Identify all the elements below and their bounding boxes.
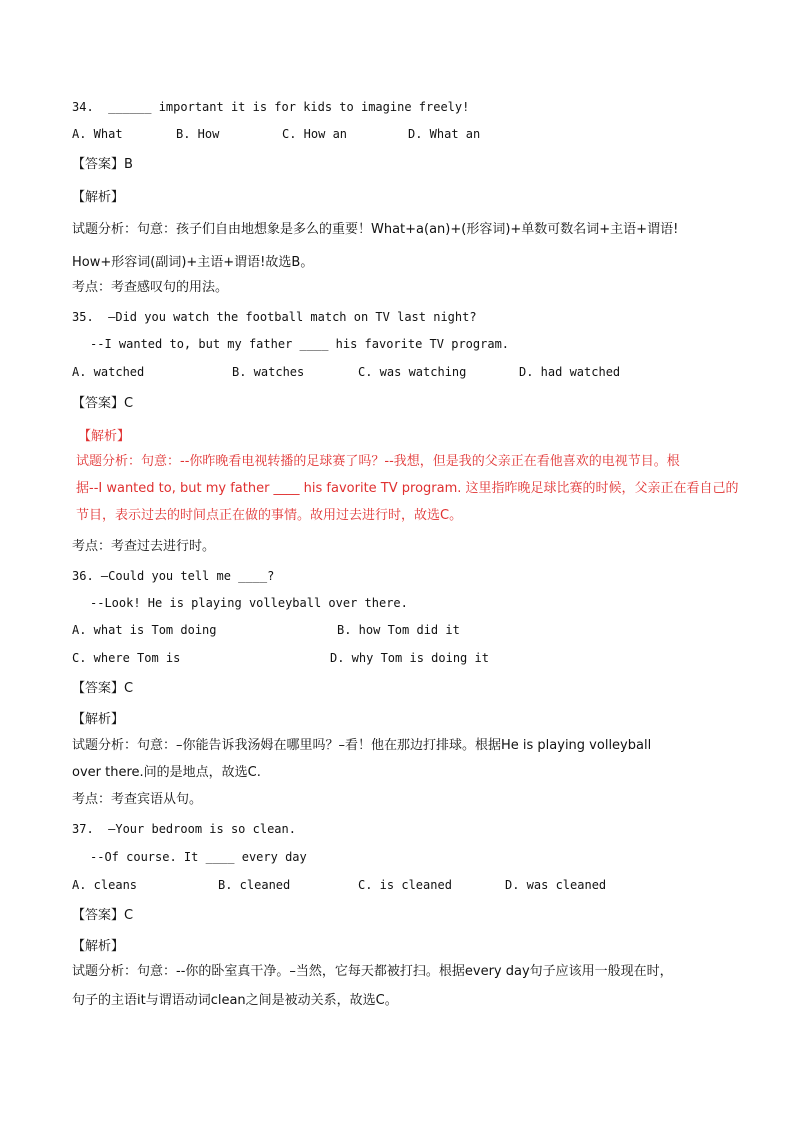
q36-answer: 【答案】C bbox=[72, 681, 134, 696]
q34-option-b: B. How bbox=[176, 127, 220, 141]
q37-analysis-line-1: 试题分析：句意：--你的卧室真干净。–当然，它每天都被打扫。根据every day句子应该用一般现在时， bbox=[72, 964, 673, 979]
q37-answer: 【答案】C bbox=[72, 908, 134, 923]
q34-point: 考点：考查感叹句的用法。 bbox=[72, 280, 229, 295]
q34-option-d: D. What an bbox=[408, 127, 481, 141]
q35-analysis-line-2: 据--I wanted to, but my father ____ his favorite TV program. 这里指昨晚足球比赛的时候，父亲正在看自己的 bbox=[76, 481, 739, 496]
q36-option-a: A. what is Tom doing bbox=[72, 623, 217, 637]
q36-analysis-line-1: 试题分析：句意：–你能告诉我汤姆在哪里吗？–看！他在那边打排球。根据He is playing volleyball bbox=[72, 738, 652, 753]
q37-option-a: A. cleans bbox=[72, 878, 138, 892]
q34-analysis-heading: 【解析】 bbox=[72, 190, 125, 205]
question-37: 37. –Your bedroom is so clean. bbox=[72, 822, 296, 836]
q35-answer: 【答案】C bbox=[72, 396, 134, 411]
q37-option-b: B. cleaned bbox=[218, 878, 291, 892]
q35-option-c: C. was watching bbox=[358, 365, 467, 379]
q36-reply: --Look! He is playing volleyball over there. bbox=[90, 596, 408, 610]
q36-point: 考点：考查宾语从句。 bbox=[72, 792, 203, 807]
q35-reply: --I wanted to, but my father ____ his favorite TV program. bbox=[90, 337, 510, 351]
q37-reply: --Of course. It ____ every day bbox=[90, 850, 307, 864]
q36-option-b: B. how Tom did it bbox=[337, 623, 460, 637]
q34-option-a: A. What bbox=[72, 127, 123, 141]
q36-analysis-line-2: over there.问的是地点，故选C. bbox=[72, 765, 261, 780]
q37-option-d: D. was cleaned bbox=[505, 878, 607, 892]
q36-option-d: D. why Tom is doing it bbox=[330, 651, 489, 665]
q35-option-d: D. had watched bbox=[519, 365, 621, 379]
question-35: 35. –Did you watch the football match on TV last night? bbox=[72, 310, 477, 324]
q35-option-b: B. watches bbox=[232, 365, 305, 379]
q35-option-a: A. watched bbox=[72, 365, 145, 379]
q34-answer: 【答案】B bbox=[72, 157, 133, 172]
q37-analysis-heading: 【解析】 bbox=[72, 939, 125, 954]
q34-analysis-line-2: How+形容词(副词)+主语+谓语!故选B。 bbox=[72, 255, 314, 270]
q36-analysis-heading: 【解析】 bbox=[72, 712, 125, 727]
q34-analysis-line-1: 试题分析：句意：孩子们自由地想象是多么的重要！What+a(an)+(形容词)+单数可数名词+主语+谓语! bbox=[72, 222, 679, 237]
q36-option-c: C. where Tom is bbox=[72, 651, 181, 665]
q35-analysis-line-1: 试题分析：句意：--你昨晚看电视转播的足球赛了吗？--我想，但是我的父亲正在看他喜欢的电视节目。根 bbox=[76, 454, 680, 469]
q35-point: 考点：考查过去进行时。 bbox=[72, 539, 216, 554]
question-34: 34. ______ important it is for kids to imagine freely! bbox=[72, 100, 470, 114]
q37-analysis-line-2: 句子的主语it与谓语动词clean之间是被动关系，故选C。 bbox=[72, 993, 398, 1008]
q37-option-c: C. is cleaned bbox=[358, 878, 452, 892]
q34-option-c: C. How an bbox=[282, 127, 348, 141]
q35-analysis-heading: 【解析】 bbox=[78, 429, 131, 444]
q35-analysis-line-3: 节目，表示过去的时间点正在做的事情。故用过去进行时，故选C。 bbox=[76, 508, 463, 523]
question-36: 36. –Could you tell me ____? bbox=[72, 569, 275, 583]
